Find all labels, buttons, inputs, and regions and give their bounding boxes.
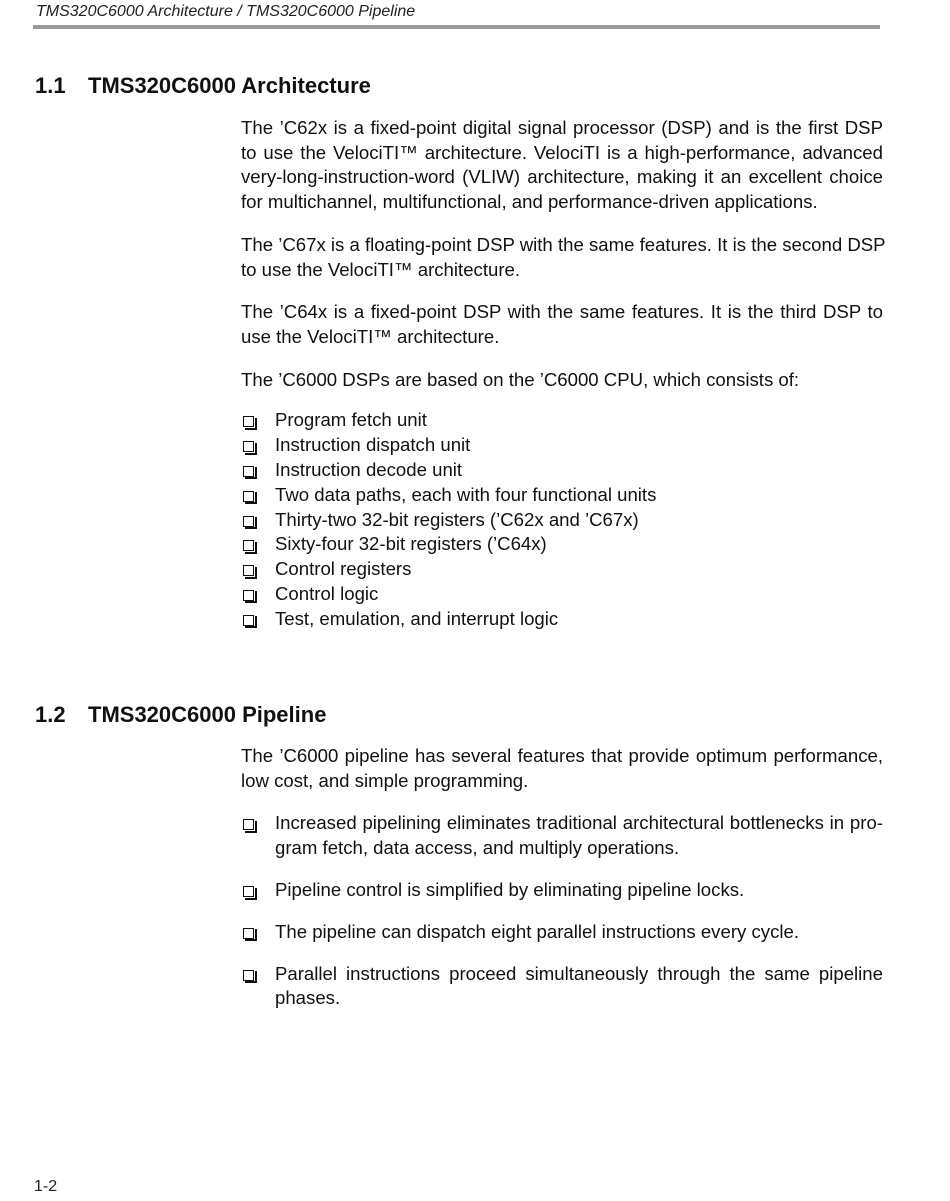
section-title: TMS320C6000 Pipeline (88, 702, 327, 727)
pipeline-body (241, 744, 883, 1028)
list-item (241, 811, 883, 861)
text-line: The ’C6000 DSPs are based on the ’C6000 CPU, which consists of: (241, 368, 800, 390)
cpu-components-list (241, 408, 883, 631)
section-title: TMS320C6000 Architecture (88, 73, 371, 98)
page-number: 1-2 (34, 1178, 58, 1195)
list-item-text: Parallel instructions proceed simultaneously through the same pipeline (275, 962, 883, 984)
text-line: The ’C62x is a fixed-point digital signal processor (DSP) and is the first DSP (241, 117, 883, 138)
list-item-text: Instruction dispatch unit (275, 434, 471, 456)
list-item-text: Thirty-two 32-bit registers (’C62x and ’C67x) (275, 508, 639, 530)
list-item (241, 483, 883, 508)
section-heading-pipeline (35, 702, 326, 728)
text-line: use the VelociTI™ architecture. (241, 325, 500, 347)
text-line: very-long-instruction-word (VLIW) architecture, making it an excellent choice (241, 166, 883, 188)
text-line: for multichannel, multifunctional, and performance-driven applications. (241, 191, 818, 213)
list-item-text: Sixty-four 32-bit registers (’C64x) (275, 533, 547, 555)
list-item (241, 508, 883, 533)
checkbox-bullet-icon (243, 516, 254, 527)
paragraph-pipeline-intro (241, 744, 883, 793)
checkbox-bullet-icon (243, 970, 254, 981)
section-heading-architecture (35, 73, 371, 99)
list-item-text: Pipeline control is simplified by eliminating pipeline locks. (275, 879, 745, 900)
paragraph-cpu-intro (241, 368, 883, 393)
list-item (241, 582, 883, 607)
list-item-text: Instruction decode unit (275, 458, 463, 480)
pipeline-features-list (241, 811, 883, 1011)
paragraph-c67x (241, 233, 886, 282)
list-item-text: The pipeline can dispatch eight parallel instructions every cycle. (275, 920, 800, 942)
paragraph-c64x (241, 300, 883, 349)
checkbox-bullet-icon (243, 416, 254, 427)
text-line: The ’C6000 pipeline has several features that provide optimum performance, (241, 745, 883, 766)
text-line: to use the VelociTI™ architecture. (241, 258, 521, 280)
running-header: TMS320C6000 Architecture / TMS320C6000 Pipeline (36, 3, 416, 20)
list-item-text: Program fetch unit (275, 409, 427, 431)
paragraph-c62x (241, 116, 883, 215)
text-line: The ’C67x is a floating-point DSP with the same features. It is the second DSP (241, 233, 886, 255)
header-rule (33, 25, 880, 29)
text-line: The ’C64x is a fixed-point DSP with the same features. It is the third DSP to (241, 301, 883, 323)
list-item-text: Test, emulation, and interrupt logic (275, 607, 559, 629)
list-item (241, 408, 883, 433)
checkbox-bullet-icon (243, 565, 254, 576)
list-item-text: Control logic (275, 582, 379, 604)
list-item-text: Control registers (275, 558, 412, 580)
checkbox-bullet-icon (243, 590, 254, 601)
list-item (241, 458, 883, 483)
list-item (241, 433, 883, 458)
checkbox-bullet-icon (243, 886, 254, 897)
section-number: 1.1 (35, 73, 66, 98)
text-line: low cost, and simple programming. (241, 769, 529, 791)
checkbox-bullet-icon (243, 491, 254, 502)
checkbox-bullet-icon (243, 928, 254, 939)
list-item-text: phases. (275, 987, 341, 1009)
list-item-text: Two data paths, each with four functional units (275, 483, 657, 505)
list-item (241, 878, 883, 903)
checkbox-bullet-icon (243, 466, 254, 477)
list-item (241, 607, 883, 632)
list-item (241, 920, 883, 945)
text-line: to use the VelociTI™ architecture. VelociTI is a high-performance, advanced (241, 141, 883, 163)
list-item (241, 962, 883, 1012)
section-number: 1.2 (35, 702, 66, 727)
checkbox-bullet-icon (243, 540, 254, 551)
list-item-text: gram fetch, data access, and multiply operations. (275, 837, 680, 859)
checkbox-bullet-icon (243, 819, 254, 830)
list-item (241, 532, 883, 557)
checkbox-bullet-icon (243, 615, 254, 626)
architecture-body (241, 116, 886, 632)
list-item (241, 557, 883, 582)
list-item-text: Increased pipelining eliminates traditional architectural bottlenecks in pro- (275, 812, 883, 834)
checkbox-bullet-icon (243, 441, 254, 452)
